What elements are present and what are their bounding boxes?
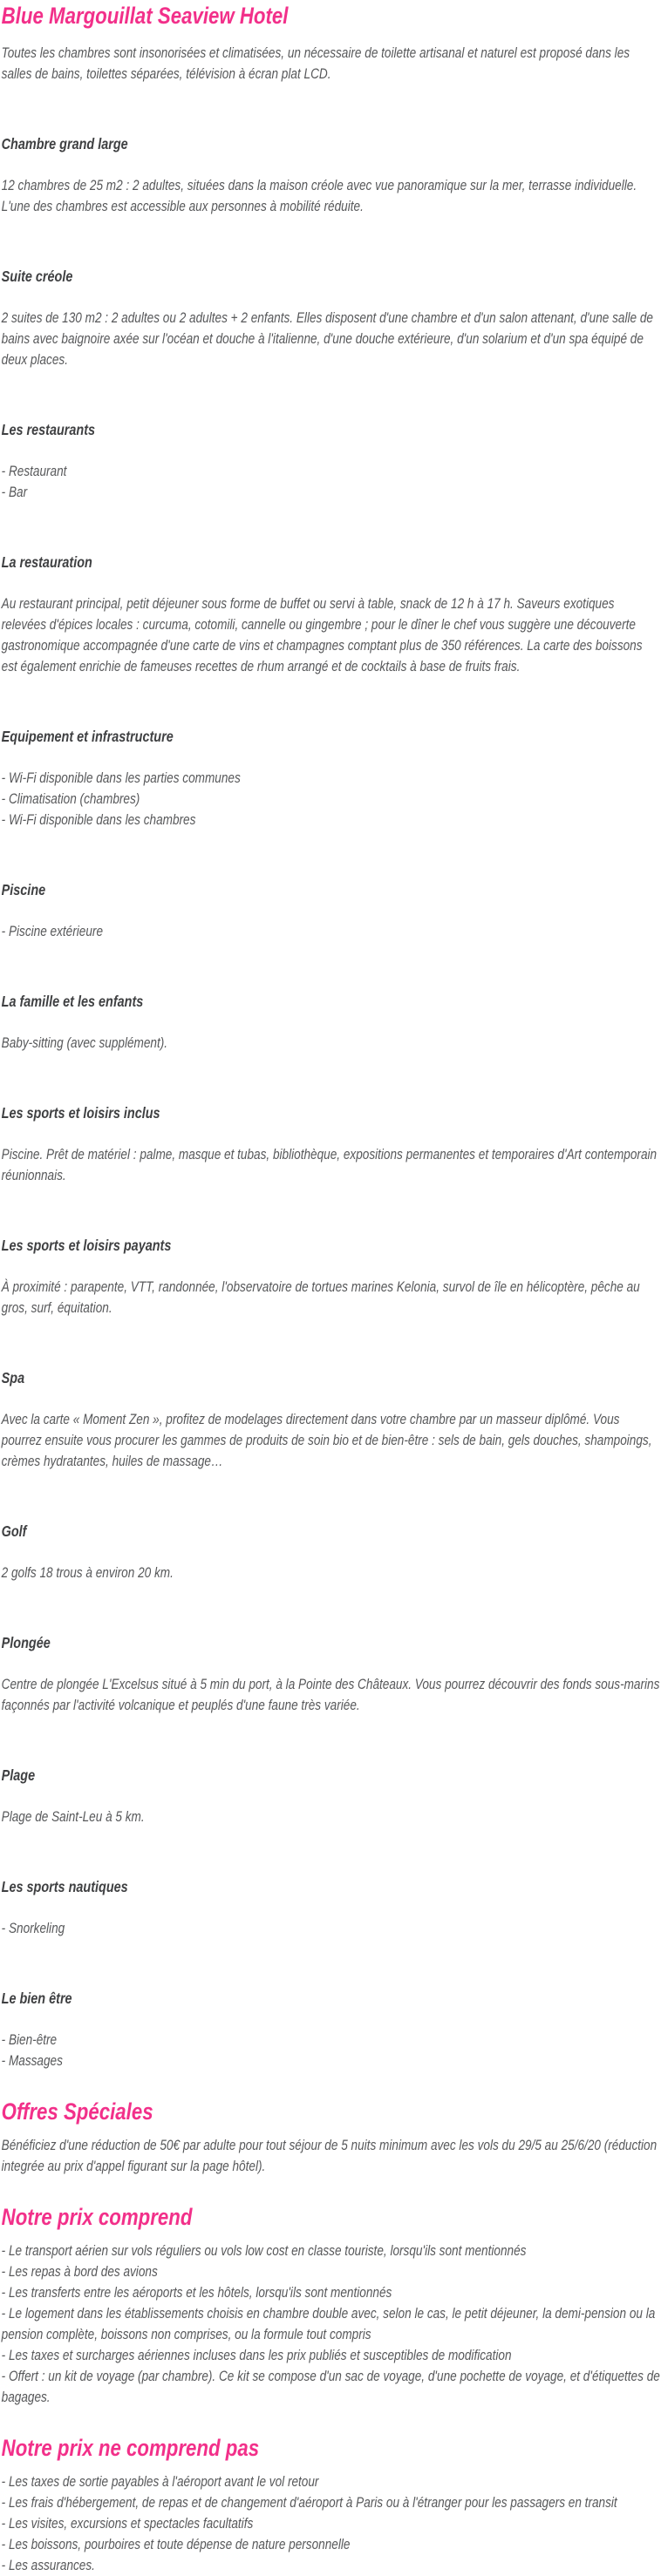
sections-container <box>2 133 661 2071</box>
list-item: - Les boissons, pourboires et toute dépense de nature personnelle <box>1 2537 351 2552</box>
list-item: - Les repas à bord des avions <box>1 2264 158 2280</box>
section-heading-les-sports-et-loisirs-payants: Les sports et loisirs payants <box>1 1237 172 1254</box>
list-item: - Piscine extérieure <box>1 924 104 939</box>
section-heading-offres-speciales: Offres Spéciales <box>1 2098 153 2125</box>
section-paragraph: Piscine. Prêt de matériel : palme, masque et tubas, bibliothèque, expositions permanentes et temporaires d'Art contemporain réunionnais. <box>1 1147 658 1183</box>
section-heading-les-restaurants: Les restaurants <box>1 421 96 438</box>
section-paragraph: Avec la carte « Moment Zen », profitez de modelages directement dans votre chambre par un masseur diplômé. Vous pourrez ensuite vous procurer les gammes de produits de soin bio et de bien-être : sels de bain, gels douches, shampoings, crèmes hydratantes, huiles de massage… <box>1 1412 652 1469</box>
list-item: - Wi-Fi disponible dans les parties communes <box>1 770 241 786</box>
list-item: - Les visites, excursions et spectacles facultatifs <box>1 2516 254 2532</box>
special-sections-container <box>2 2097 661 2576</box>
section-heading-suite-creole: Suite créole <box>1 268 73 285</box>
section-paragraph: À proximité : parapente, VTT, randonnée, l'observatoire de tortues marines Kelonia, survol de île en hélicoptère, pêche au gros, surf, équitation. <box>1 1279 640 1316</box>
section-heading-spa: Spa <box>1 1369 25 1386</box>
section-heading-le-bien-etre: Le bien être <box>1 1990 72 2007</box>
list-item: - Les taxes et surcharges aériennes incluses dans les prix publiés et susceptibles de modification <box>1 2348 512 2363</box>
intro-paragraph: Toutes les chambres sont insonorisées et climatisées, un nécessaire de toilette artisanal et naturel est proposé dans les salles de bains, toilettes séparées, télévision à écran plat LCD. <box>1 45 630 82</box>
section-paragraph: Plage de Saint-Leu à 5 km. <box>1 1809 145 1825</box>
section-paragraph: 2 suites de 130 m2 : 2 adultes ou 2 adultes + 2 enfants. Elles disposent d'une chambre et d'un salon attenant, d'une salle de bains avec baignoire axée sur l'océan et douche à l'italienne, d'une douche extérieure, d'un solarium et d'un spa équipé de deux places. <box>1 310 653 368</box>
list-item: - Massages <box>1 2053 63 2069</box>
section-heading-plage: Plage <box>1 1766 36 1784</box>
list-item: - Le transport aérien sur vols réguliers ou vols low cost en classe touriste, lorsqu'ils sont mentionnés <box>1 2243 527 2259</box>
section-heading-golf: Golf <box>1 1522 27 1540</box>
list-item: - Les transferts entre les aéroports et les hôtels, lorsqu'ils sont mentionnés <box>1 2285 392 2301</box>
list-item: - Bar <box>1 485 28 500</box>
section-paragraph: Bénéficiez d'une réduction de 50€ par adulte pour tout séjour de 5 nuits minimum avec les vols du 29/5 au 25/6/20 (réduction integrée au prix d'appel figurant sur la page hôtel). <box>1 2138 658 2174</box>
section-paragraph: Centre de plongée L'Excelsus situé à 5 min du port, à la Pointe des Châteaux. Vous pourrez découvrir des fonds sous-marins façonnés par l'activité volcanique et peuplés d'une faune très variée. <box>1 1677 660 1713</box>
section-heading-la-famille-et-les-enfants: La famille et les enfants <box>1 993 144 1010</box>
list-item: - Les assurances. <box>1 2558 95 2573</box>
section-heading-notre-prix-comprend: Notre prix comprend <box>1 2204 193 2230</box>
list-item: - Les frais d'hébergement, de repas et de changement d'aéroport à Paris ou à l'étranger pour les passagers en transit <box>1 2495 617 2511</box>
list-item: - Le logement dans les établissements choisis en chambre double avec, selon le cas, le petit déjeuner, la demi-pension ou la pension complète, boissons non comprises, ou la formule tout compris <box>1 2306 656 2342</box>
list-item: - Les taxes de sortie payables à l'aéroport avant le vol retour <box>1 2474 319 2490</box>
section-heading-plongee: Plongée <box>1 1634 51 1651</box>
list-item: - Bien-être <box>1 2032 58 2048</box>
section-paragraph: Baby-sitting (avec supplément). <box>1 1035 168 1051</box>
section-heading-les-sports-nautiques: Les sports nautiques <box>1 1878 128 1895</box>
list-item: - Restaurant <box>1 464 67 479</box>
section-heading-notre-prix-ne-comprend-pas: Notre prix ne comprend pas <box>1 2435 260 2461</box>
section-paragraph: 12 chambres de 25 m2 : 2 adultes, situées dans la maison créole avec vue panoramique sur la mer, terrasse individuelle. L'une des chambres est accessible aux personnes à mobilité réduite. <box>1 178 637 214</box>
section-heading-chambre-grand-large: Chambre grand large <box>1 135 128 153</box>
section-heading-les-sports-et-loisirs-inclus: Les sports et loisirs inclus <box>1 1104 160 1122</box>
section-paragraph: Au restaurant principal, petit déjeuner sous forme de buffet ou servi à table, snack de 12 h à 17 h. Saveurs exotiques relevées d'épices locales : curcuma, cotomili, cannelle ou gingembre ; pour le dîner le chef vous suggère une découverte gastronomique accompagnée d'une carte de vins et champagnes comptant plus de 350 références. La carte des boissons est également enrichie de fameuses recettes de rhum arrangé et de cocktails à base de fruits frais. <box>1 596 643 675</box>
page-title: Blue Margouillat Seaview Hotel <box>1 3 289 29</box>
list-item: - Wi-Fi disponible dans les chambres <box>1 812 196 828</box>
list-item: - Offert : un kit de voyage (par chambre). Ce kit se compose d'un sac de voyage, d'une pochette de voyage, et d'étiquettes de bagages. <box>1 2369 660 2405</box>
section-heading-la-restauration: La restauration <box>1 553 92 571</box>
section-heading-piscine: Piscine <box>1 881 46 898</box>
section-paragraph: 2 golfs 18 trous à environ 20 km. <box>1 1565 174 1581</box>
list-item: - Climatisation (chambres) <box>1 791 140 807</box>
section-heading-equipement-et-infrastructure: Equipement et infrastructure <box>1 728 174 745</box>
list-item: - Snorkeling <box>1 1921 65 1936</box>
